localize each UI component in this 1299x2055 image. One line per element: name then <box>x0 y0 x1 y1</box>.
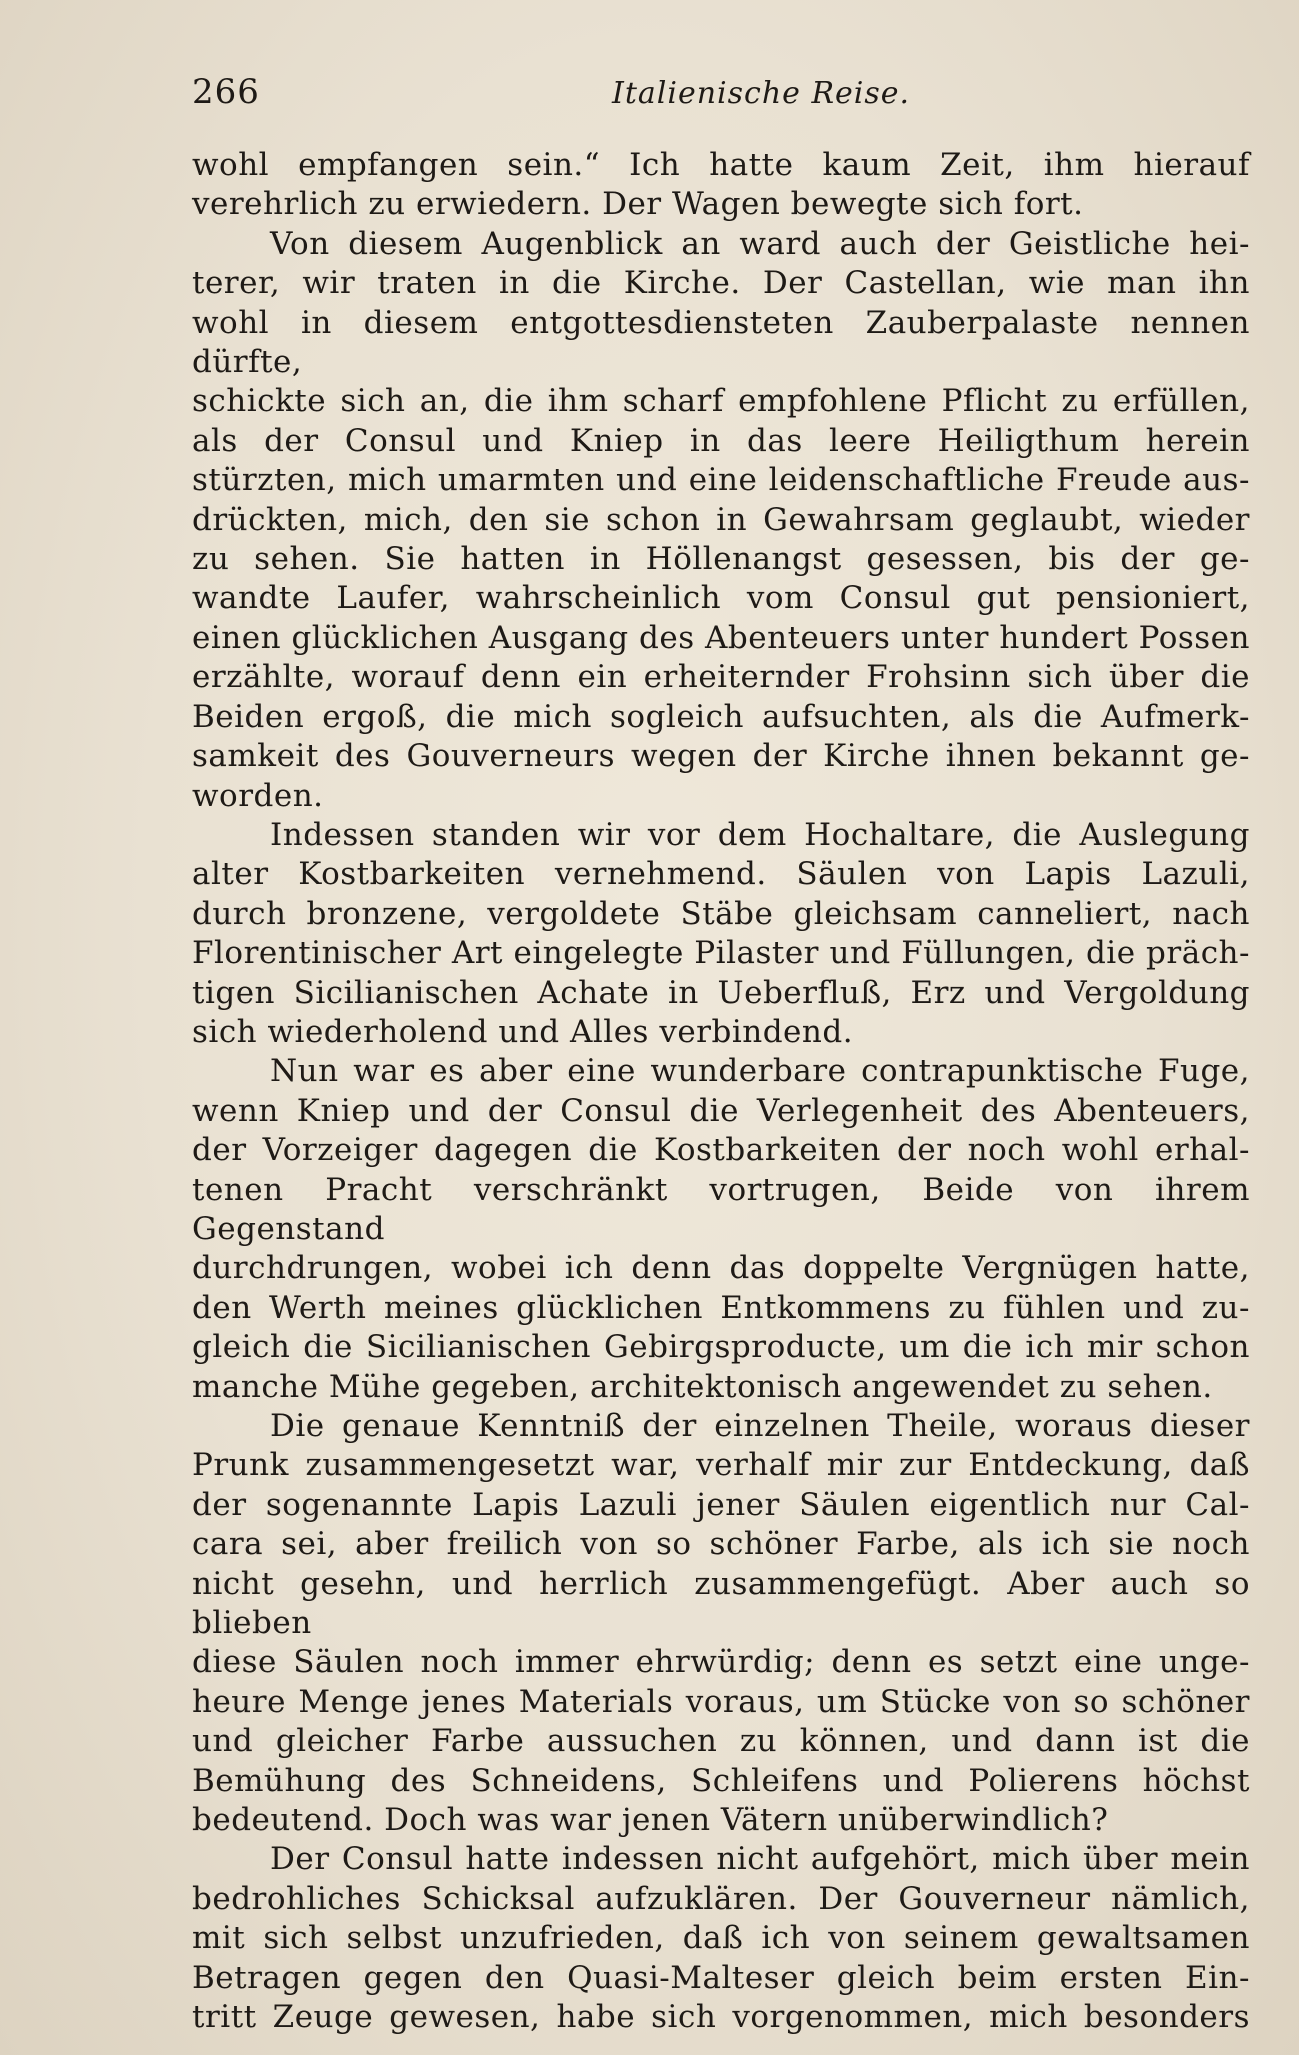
text-line: tritt Zeuge gewesen, habe sich vorgenommen, mich besonders <box>192 1999 1250 2036</box>
text-line: bedeutend. Doch was war jenen Vätern unüberwindlich? <box>192 1802 1109 1839</box>
running-title: Italienische Reise. <box>612 76 911 111</box>
text-line: der sogenannte Lapis Lazuli jener Säulen eigentlich nur Cal- <box>192 1486 1250 1523</box>
text-line: durch bronzene, vergoldete Stäbe gleichsam canneliert, nach <box>192 895 1250 932</box>
text-line: heure Menge jenes Materials voraus, um Stücke von so schöner <box>192 1683 1250 1720</box>
text-line: Indessen standen wir vor dem Hochaltare, die Auslegung <box>270 816 1250 853</box>
text-line: tenen Pracht verschränkt vortrugen, Beide von ihrem Gegenstand <box>192 1171 1250 1247</box>
text-line: Prunk zusammengesetzt war, verhalf mir zur Entdeckung, daß <box>192 1447 1250 1484</box>
text-line: Betragen gegen den Quasi-Malteser gleich beim ersten Ein- <box>192 1959 1250 1996</box>
text-line: worden. <box>192 777 324 814</box>
text-line: erzählte, worauf denn ein erheiternder Frohsinn sich über die <box>192 659 1250 696</box>
text-line: bedrohliches Schicksal aufzuklären. Der Gouverneur nämlich, <box>192 1880 1250 1917</box>
text-line: nicht gesehn, und herrlich zusammengefügt. Aber auch so blieben <box>192 1565 1250 1642</box>
page-header <box>192 72 1250 122</box>
text-line: der Vorzeiger dagegen die Kostbarkeiten der noch wohl erhal- <box>192 1132 1250 1169</box>
text-line: wohl empfangen sein.“ Ich hatte kaum Zeit, ihm hierauf <box>192 147 1250 183</box>
text-line: diese Säulen noch immer ehrwürdig; denn es setzt eine unge- <box>192 1644 1250 1681</box>
text-line: und gleicher Farbe aussuchen zu können, und dann ist die <box>192 1723 1250 1760</box>
text-line: wandte Laufer, wahrscheinlich vom Consul gut pensioniert, <box>192 580 1250 617</box>
text-line: gleich die Sicilianischen Gebirgsproducte, um die ich mir schon <box>192 1329 1250 1366</box>
text-line: Bemühung des Schneidens, Schleifens und Polierens höchst <box>192 1762 1250 1799</box>
text-line: zu sehen. Sie hatten in Höllenangst gesessen, bis der ge- <box>192 541 1250 578</box>
text-line: mit sich selbst unzufrieden, daß ich von seinem gewaltsamen <box>192 1920 1250 1957</box>
text-line: sich wiederholend und Alles verbindend. <box>192 1013 854 1050</box>
text-line: manche Mühe gegeben, architektonisch angewendet zu sehen. <box>192 1368 1213 1405</box>
text-line: schickte sich an, die ihm scharf empfohlene Pflicht zu erfüllen, <box>192 383 1250 420</box>
body-text <box>192 146 1250 2038</box>
text-line: verehrlich zu erwiedern. Der Wagen bewegte sich fort. <box>192 186 1084 223</box>
text-line: alter Kostbarkeiten vernehmend. Säulen von Lapis Lazuli, <box>192 856 1250 893</box>
text-line: als der Consul und Kniep in das leere Heiligthum herein <box>192 422 1250 459</box>
text-line: Der Consul hatte indessen nicht aufgehört, mich über mein <box>270 1841 1250 1878</box>
text-line: drückten, mich, den sie schon in Gewahrsam geglaubt, wieder <box>192 501 1250 538</box>
text-line: Nun war es aber eine wunderbare contrapunktische Fuge, <box>270 1053 1250 1090</box>
text-line: stürzten, mich umarmten und eine leidenschaftliche Freude aus- <box>192 462 1250 499</box>
text-line: einen glücklichen Ausgang des Abenteuers unter hundert Possen <box>192 619 1250 656</box>
text-line: Florentinischer Art eingelegte Pilaster und Füllungen, die präch- <box>192 935 1250 972</box>
text-line: den Werth meines glücklichen Entkommens zu fühlen und zu- <box>192 1289 1250 1326</box>
text-line: durchdrungen, wobei ich denn das doppelte Vergnügen hatte, <box>192 1250 1250 1287</box>
text-line: Beiden ergoß, die mich sogleich aufsuchten, als die Aufmerk- <box>192 698 1250 735</box>
page-number: 266 <box>192 72 260 112</box>
text-line: tigen Sicilianischen Achate in Ueberfluß, Erz und Vergoldung <box>192 974 1250 1011</box>
text-line: wenn Kniep und der Consul die Verlegenheit des Abenteuers, <box>192 1092 1250 1129</box>
text-line: samkeit des Gouverneurs wegen der Kirche ihnen bekannt ge- <box>192 738 1250 775</box>
text-line: Die genaue Kenntniß der einzelnen Theile, woraus dieser <box>270 1408 1250 1444</box>
text-line: wohl in diesem entgottesdiensteten Zauberpalaste nennen dürfte, <box>192 304 1250 381</box>
text-line: Von diesem Augenblick an ward auch der Geistliche hei- <box>270 225 1250 262</box>
text-line: cara sei, aber freilich von so schöner Farbe, als ich sie noch <box>192 1526 1250 1563</box>
text-line: terer, wir traten in die Kirche. Der Castellan, wie man ihn <box>192 265 1250 302</box>
